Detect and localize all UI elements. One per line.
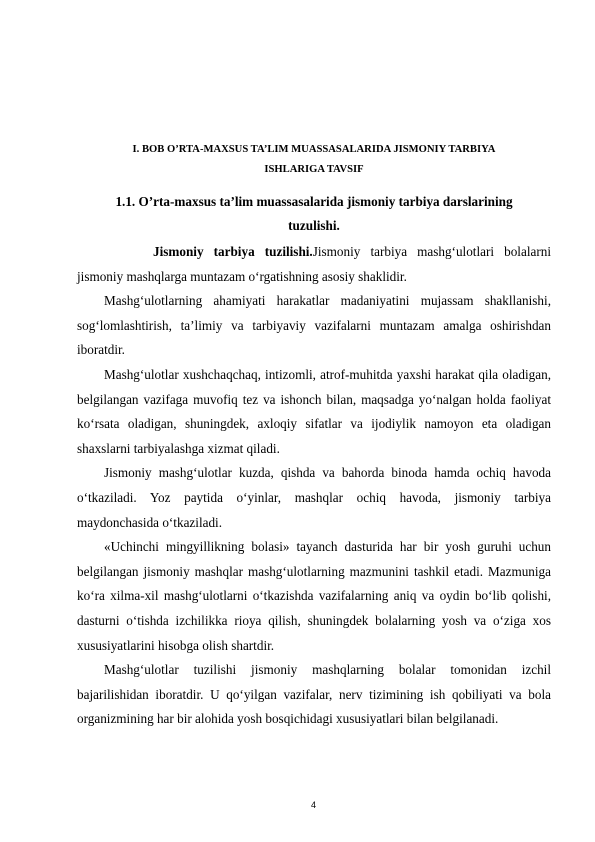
paragraph-2: Mashg‘ulotlarning ahamiyati harakatlar madaniyatini mujassam shakllanishi, sog‘lomlashtirish, ta’limiy va tarbiyaviy vazifalarni muntazam amalga oshirishdan iboratdir.: [77, 293, 551, 358]
body-text: [77, 240, 551, 732]
chapter-title-line-1: I. BOB O’RTA-MAXSUS TA’LIM MUASSASALARIDA JISMONIY TARBIYA: [132, 144, 496, 155]
paragraph-5: «Uchinchi mingyillikning bolasi» tayanch dasturida har bir yosh guruhi uchun belgilangan jismoniy mashqlar mashg‘ulotlarning mazmunini tashkil etadi. Mazmuniga ko‘ra xilma-xil mashg‘ulotlarni o‘tkazishda vazifalarning aniq va oydin bo‘lib qolishi, dasturni o‘tishda izchilikka rioya qilish, shuningdek bolalarning yosh va o‘ziga xos xususiyatlarini hisobga olish shartdir.: [77, 539, 551, 653]
chapter-title: [80, 140, 548, 180]
paragraph-1: [77, 240, 551, 289]
section-title-line-1: 1.1. O’rta-maxsus ta’lim muassasalarida jismoniy tarbiya darslarining: [115, 194, 513, 209]
chapter-title-line-2: ISHLARIGA TAVSIF: [264, 164, 364, 175]
paragraph-3: Mashg‘ulotlar xushchaqchaq, intizomli, atrof-muhitda yaxshi harakat qila oladigan, belgilangan vazifaga muvofiq tez va ishonch bilan, maqsadga yo‘nalgan holda faoliyat ko‘rsata oladigan, shuningdek, axloqiy sifatlar va ijodiylik namoyon eta oladigan shaxslarni tarbiyalashga xizmat qiladi.: [77, 366, 551, 456]
section-title-line-2: tuzulishi.: [288, 218, 340, 233]
paragraph-6: Mashg‘ulotlar tuzilishi jismoniy mashqlarning bolalar tomonidan izchil bajarilishidan iboratdir. U qo‘yilgan vazifalar, nerv tizimining ish qobiliyati va bola organizmining har bir alohida yosh bosqichidagi xususiyatlari bilan belgilanadi.: [77, 662, 551, 727]
section-title: [80, 190, 548, 238]
paragraph-4: Jismoniy mashg‘ulotlar kuzda, qishda va bahorda binoda hamda ochiq havoda o‘tkaziladi. Yoz paytida o‘yinlar, mashqlar ochiq havoda, jismoniy tarbiya maydonchasida o‘tkaziladi.: [77, 465, 551, 530]
paragraph-1-text: Jismoniy tarbiya mashg‘ulotlari bolalarni jismoniy mashqlarga muntazam o‘rgatishning asosiy shaklidir.: [77, 244, 551, 284]
page-number: 4: [310, 800, 316, 810]
paragraph-run-in-heading: Jismoniy tarbiya tuzilishi.: [153, 244, 313, 259]
